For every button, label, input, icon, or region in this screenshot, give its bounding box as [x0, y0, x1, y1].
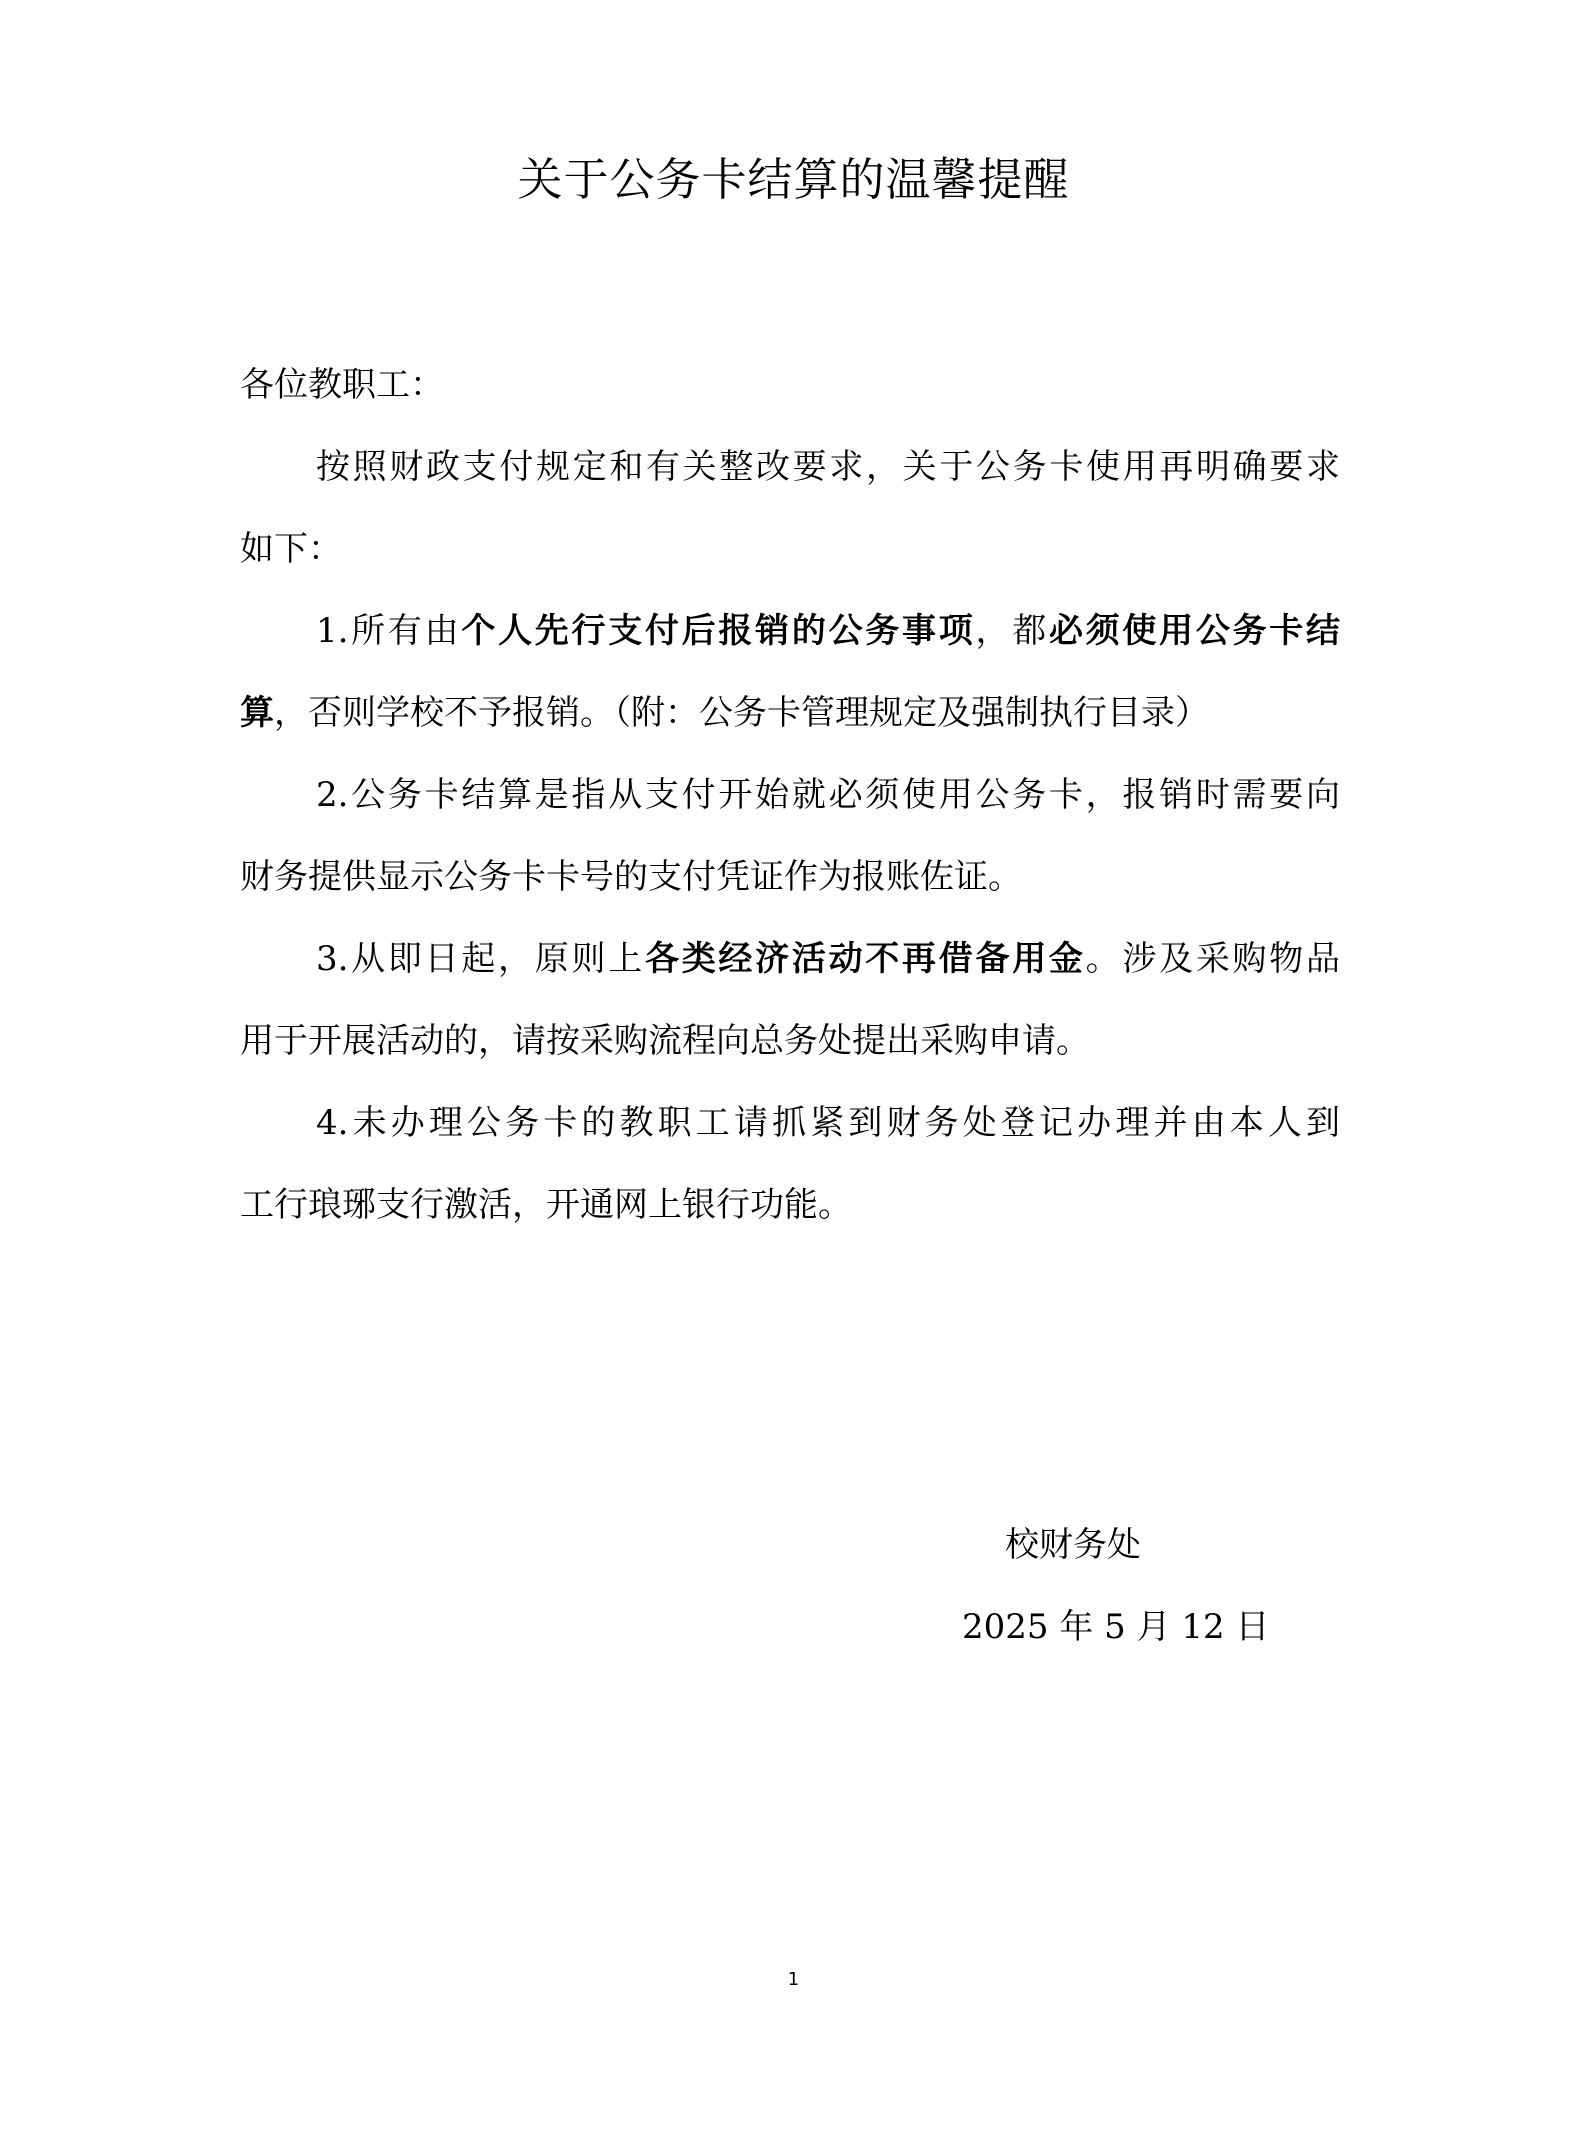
item-3-text-a: 3.从即日起，原则上: [316, 939, 645, 979]
item-1-text-a: 1.所有由: [316, 611, 462, 651]
item-1-text-b: ，都: [975, 611, 1049, 651]
item-4-line-2: 工行琅琊支行激活，开通网上银行功能。: [240, 1185, 852, 1225]
item-1-line-1: [316, 606, 1340, 656]
intro-line-1: 按照财政支付规定和有关整改要求，关于公务卡使用再明确要求: [316, 447, 1340, 487]
item-3-line-2: 用于开展活动的，请按采购流程向总务处提出采购申请。: [240, 1021, 1090, 1061]
item-3-text-b: 。涉及采购物品: [1085, 939, 1340, 979]
item-1-bold-b: 必须使用公务卡结: [1048, 611, 1341, 651]
item-1-bold-a: 个人先行支付后报销的公务事项: [461, 611, 976, 651]
document-title: 关于公务卡结算的温馨提醒: [517, 153, 1070, 206]
item-3-bold-a: 各类经济活动不再借备用金: [644, 939, 1086, 979]
intro-line-2: 如下：: [240, 529, 342, 569]
item-3-line-1: [316, 934, 1340, 984]
item-2-line-2: 财务提供显示公务卡卡号的支付凭证作为报账佐证。: [240, 857, 1022, 897]
item-4-line-1: 4.未办理公务卡的教职工请抓紧到财务处登记办理并由本人到: [316, 1103, 1340, 1143]
signature-office: 校财务处: [1005, 1525, 1141, 1565]
item-2-line-1: 2.公务卡结算是指从支付开始就必须使用公务卡，报销时需要向: [316, 775, 1340, 815]
item-1-line-2: [240, 688, 1209, 738]
item-1-text-c: ，否则学校不予报销。（附：公务卡管理规定及强制执行目录）: [274, 693, 1209, 733]
page-number: 1: [787, 1969, 800, 1990]
salutation: 各位教职工：: [240, 365, 444, 405]
signature-date: 2025 年 5 月 12 日: [962, 1607, 1270, 1647]
item-1-bold-c: 算: [240, 693, 274, 733]
